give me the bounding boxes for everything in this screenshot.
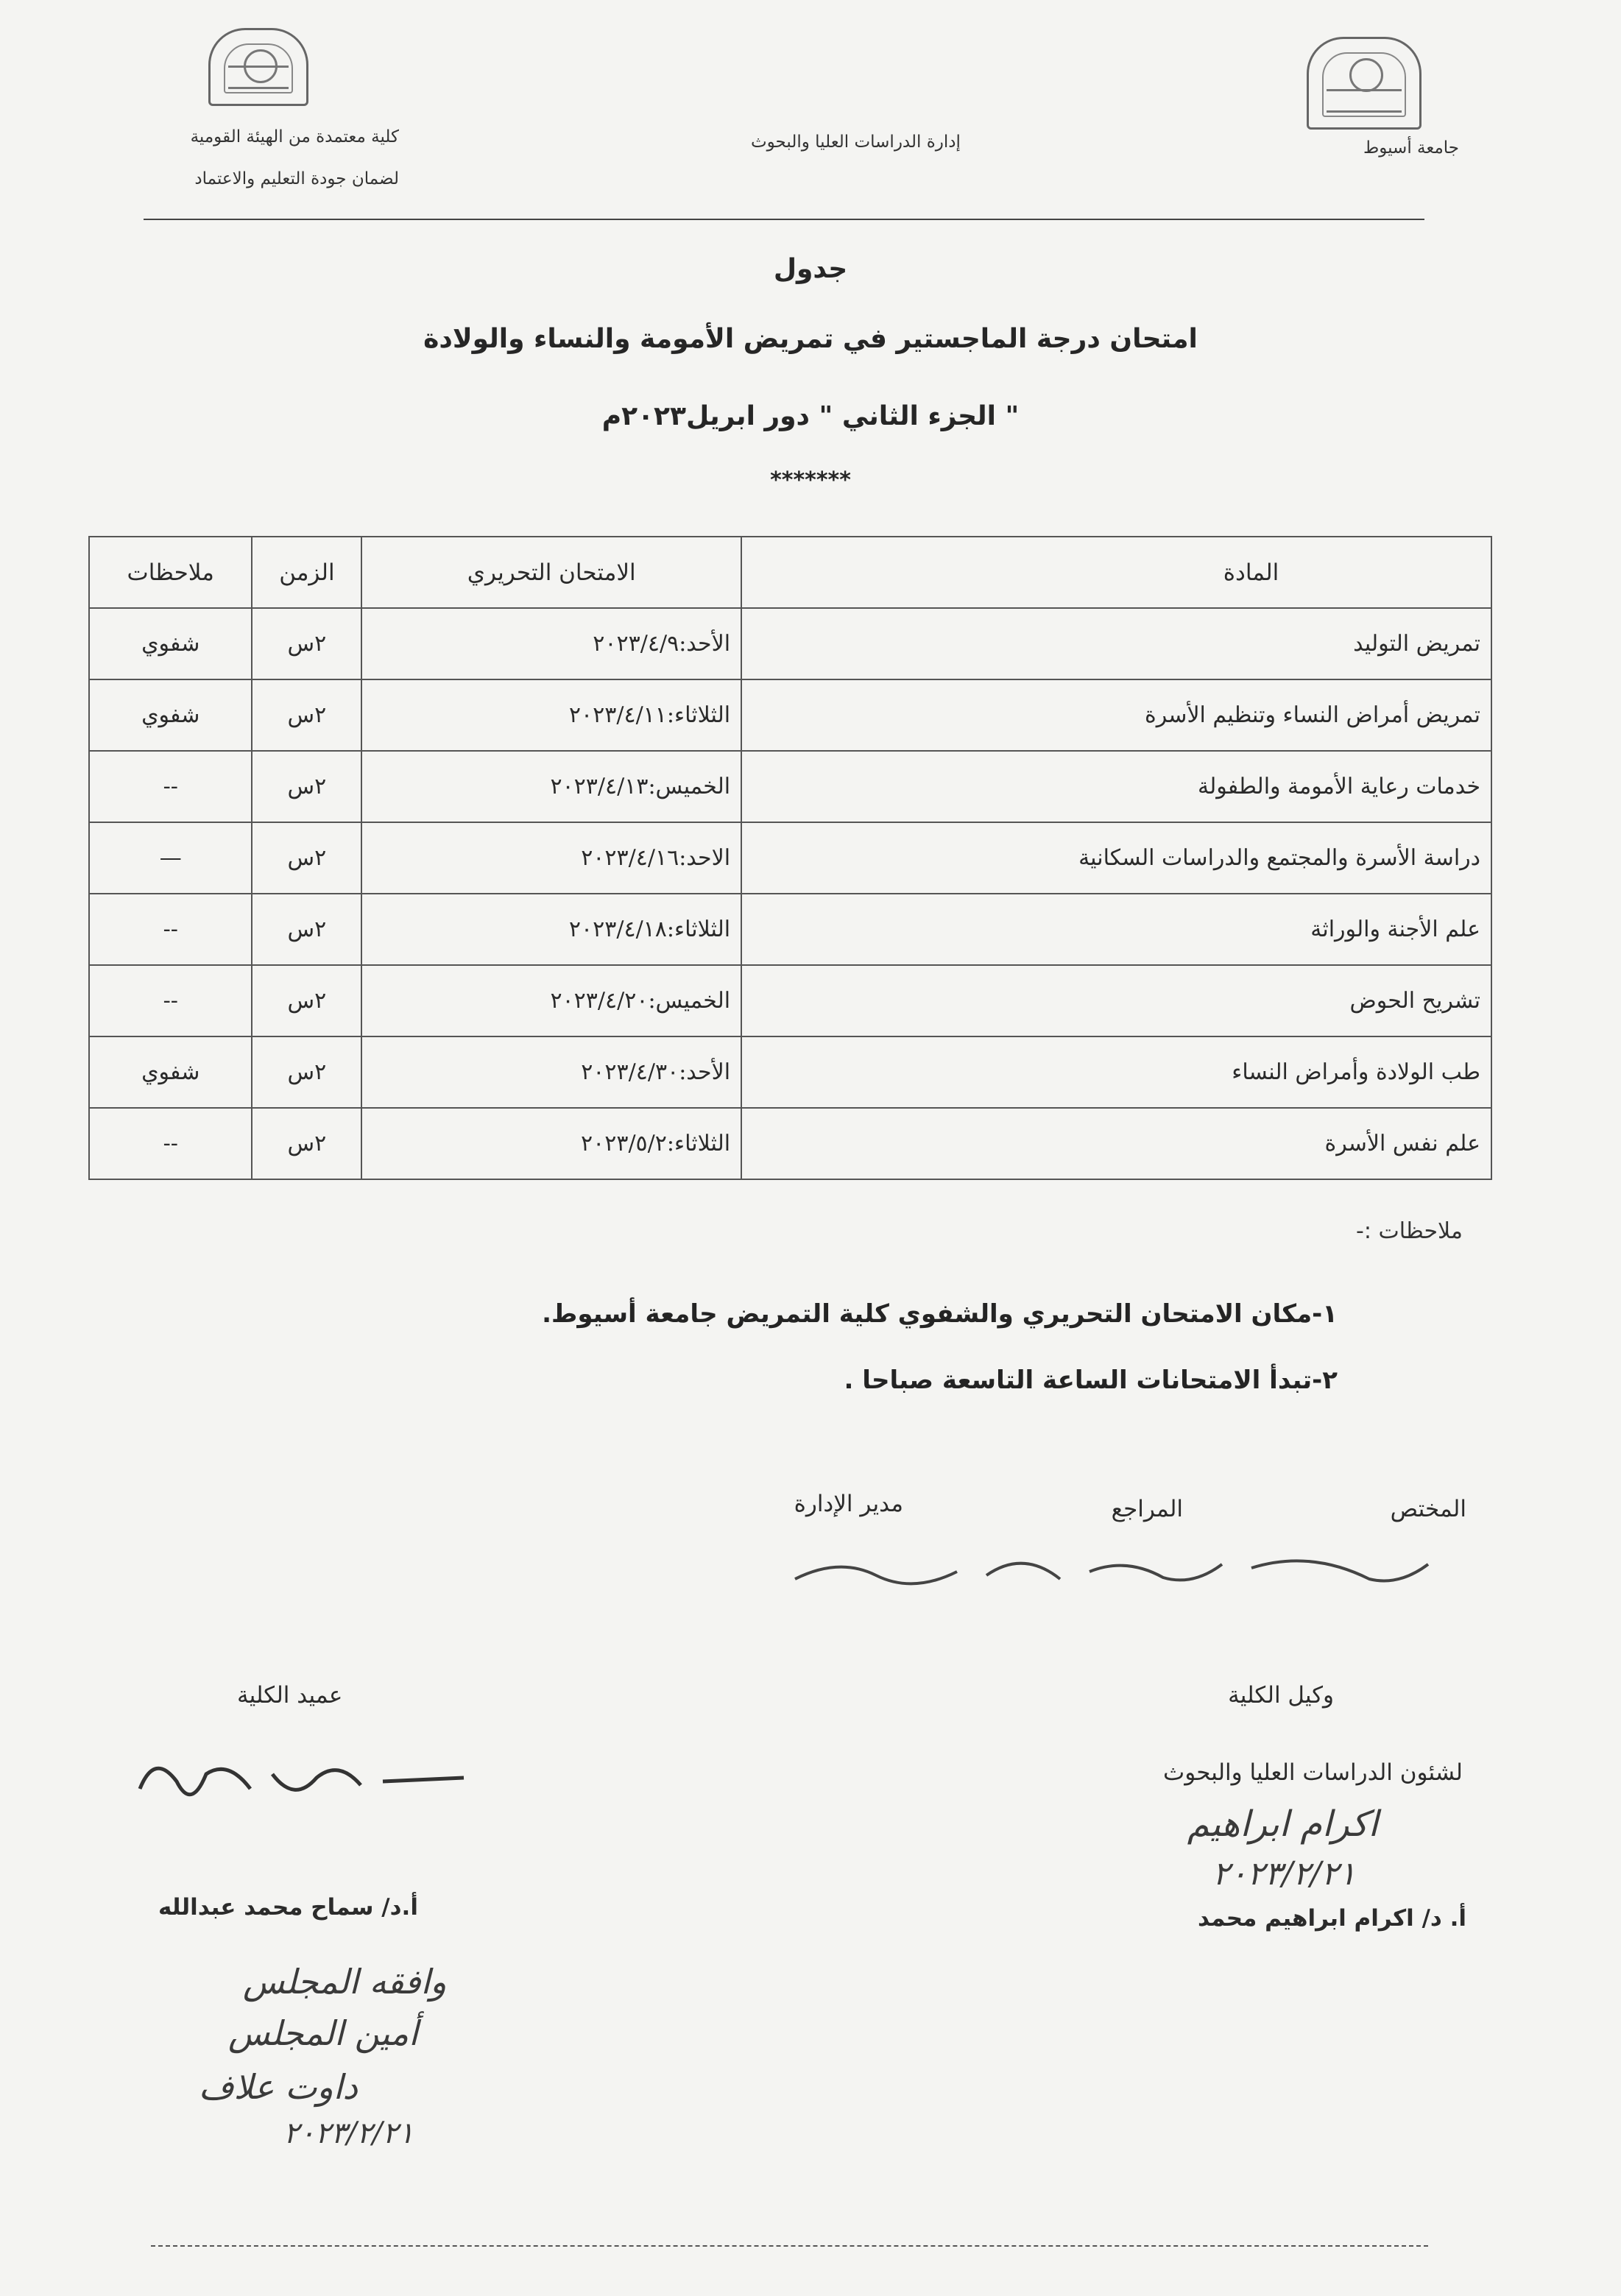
- header-notes: ملاحظات: [89, 537, 252, 608]
- notes-heading: ملاحظات :-: [1356, 1218, 1463, 1244]
- university-name: جامعة أسيوط: [1363, 138, 1459, 158]
- table-row: [89, 751, 1491, 822]
- row-date: الخميس:٢٠٢٣/٤/١٣: [361, 751, 741, 822]
- row-time: ٢س: [252, 608, 361, 679]
- header-subject: المادة: [741, 537, 1491, 608]
- council-name-handwritten: داوت علاف: [199, 2067, 358, 2107]
- dean-title: عميد الكلية: [237, 1682, 343, 1709]
- row-subject: علم الأجنة والوراثة: [741, 894, 1491, 965]
- row-date: الاحد:٢٠٢٣/٤/١٦: [361, 822, 741, 894]
- row-date: الثلاثاء:٢٠٢٣/٤/١١: [361, 679, 741, 751]
- reviewer-label: المراجع: [1111, 1496, 1183, 1522]
- row-date: الأحد:٢٠٢٣/٤/٣٠: [361, 1036, 741, 1108]
- dean-name: أ.د/ سماح محمد عبدالله: [158, 1894, 418, 1921]
- row-date: الأحد:٢٠٢٣/٤/٩: [361, 608, 741, 679]
- row-subject: تشريح الحوض: [741, 965, 1491, 1036]
- row-subject: طب الولادة وأمراض النساء: [741, 1036, 1491, 1108]
- vice-dean-handwritten-signature: اكرام ابراهيم: [1187, 1804, 1378, 1845]
- row-subject: علم نفس الأسرة: [741, 1108, 1491, 1179]
- row-subject: دراسة الأسرة والمجتمع والدراسات السكانية: [741, 822, 1491, 894]
- accreditation-line-1: كلية معتمدة من الهيئة القومية: [190, 127, 399, 146]
- row-date: الخميس:٢٠٢٣/٤/٢٠: [361, 965, 741, 1036]
- table-header-row: [89, 537, 1491, 608]
- note-item-1: ١-مكان الامتحان التحريري والشفوي كلية التمريض جامعة أسيوط.: [542, 1299, 1338, 1329]
- row-date: الثلاثاء:٢٠٢٣/٥/٢: [361, 1108, 741, 1179]
- table-row: [89, 1108, 1491, 1179]
- row-note: --: [89, 1108, 252, 1179]
- row-time: ٢س: [252, 751, 361, 822]
- exam-schedule-table: [88, 536, 1492, 1180]
- dean-signature: [125, 1745, 478, 1826]
- table-row: [89, 1036, 1491, 1108]
- table-row: [89, 894, 1491, 965]
- stars-divider: *******: [770, 467, 851, 493]
- row-time: ٢س: [252, 1108, 361, 1179]
- row-note: --: [89, 965, 252, 1036]
- table-row: [89, 965, 1491, 1036]
- row-note: --: [89, 751, 252, 822]
- vice-dean-title: وكيل الكلية: [1228, 1682, 1334, 1709]
- council-approval-handwritten: وافقه المجلس: [243, 1962, 447, 2002]
- footer-divider: [151, 2245, 1428, 2247]
- row-time: ٢س: [252, 679, 361, 751]
- row-time: ٢س: [252, 965, 361, 1036]
- header-time: الزمن: [252, 537, 361, 608]
- header-written-exam: الامتحان التحريري: [361, 537, 741, 608]
- council-date-handwritten: ٢٠٢٣/٢/٢١: [283, 2116, 414, 2150]
- faculty-logo: [208, 28, 308, 106]
- council-secretary-handwritten: أمين المجلس: [228, 2013, 418, 2053]
- accreditation-line-2: لضمان جودة التعليم والاعتماد: [194, 169, 399, 188]
- university-logo: [1307, 37, 1422, 130]
- specialist-label: المختص: [1390, 1496, 1466, 1522]
- row-note: شفوي: [89, 679, 252, 751]
- table-row: [89, 679, 1491, 751]
- header-divider: [144, 219, 1424, 220]
- row-time: ٢س: [252, 1036, 361, 1108]
- row-note: شفوي: [89, 608, 252, 679]
- note-item-2: ٢-تبدأ الامتحانات الساعة التاسعة صباحا .: [844, 1366, 1338, 1395]
- document-title: جدول: [773, 254, 848, 284]
- vice-dean-handwritten-date: ٢٠٢٣/٢/٢١: [1212, 1855, 1356, 1893]
- table-row: [89, 608, 1491, 679]
- row-date: الثلاثاء:٢٠٢٣/٤/١٨: [361, 894, 741, 965]
- row-note: شفوي: [89, 1036, 252, 1108]
- row-note: —: [89, 822, 252, 894]
- department-name: إدارة الدراسات العليا والبحوث: [751, 133, 961, 152]
- table-row: [89, 822, 1491, 894]
- row-time: ٢س: [252, 894, 361, 965]
- row-time: ٢س: [252, 822, 361, 894]
- vice-dean-subtitle: لشئون الدراسات العليا والبحوث: [1163, 1759, 1463, 1786]
- vice-dean-name: أ. د/ اكرام ابراهيم محمد: [1198, 1905, 1466, 1932]
- row-note: --: [89, 894, 252, 965]
- handwritten-initials: [780, 1535, 1465, 1601]
- row-subject: تمريض أمراض النساء وتنظيم الأسرة: [741, 679, 1491, 751]
- row-subject: تمريض التوليد: [741, 608, 1491, 679]
- admin-director-label: مدير الإدارة: [794, 1491, 903, 1517]
- row-subject: خدمات رعاية الأمومة والطفولة: [741, 751, 1491, 822]
- exam-title: امتحان درجة الماجستير في تمريض الأمومة والنساء والولادة: [423, 324, 1198, 354]
- exam-subtitle: " الجزء الثاني " دور ابريل٢٠٢٣م: [601, 401, 1020, 431]
